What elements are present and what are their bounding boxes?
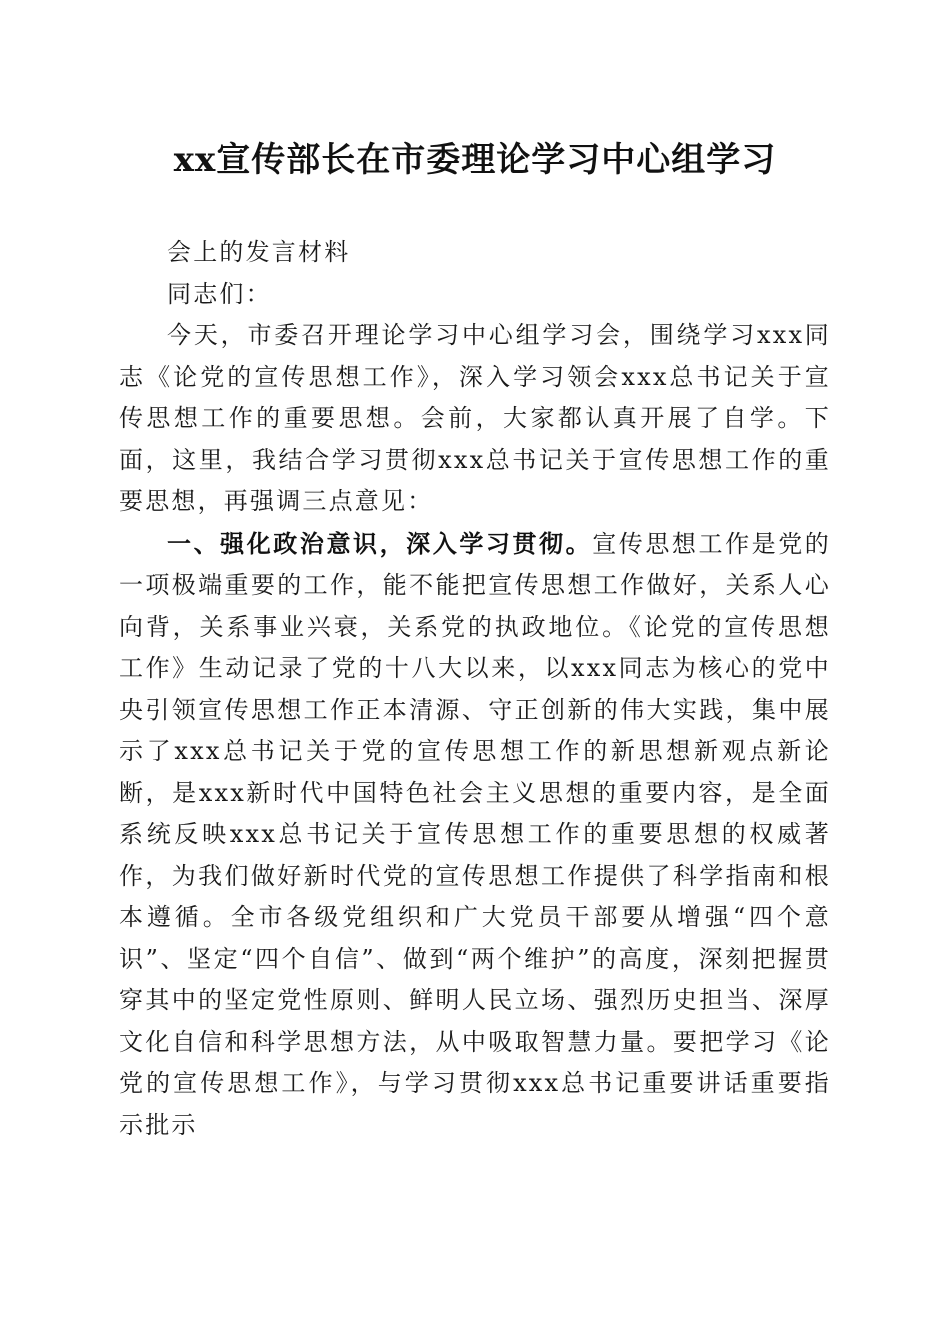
salutation: 同志们： bbox=[167, 279, 272, 308]
paragraph-intro: 今天，市委召开理论学习中心组学习会，围绕学习xxx同志《论党的宣传思想工作》，深入学习领会xxx总书记关于宣传思想工作的重要思想。会前，大家都认真开展了自学。下面，这里，我结合学习贯彻xxx总书记关于宣传思想工作的重要思想，再强调三点意见： bbox=[119, 321, 831, 515]
document-body bbox=[119, 232, 831, 1146]
subtitle-line: 会上的发言材料 bbox=[167, 238, 351, 266]
document-title: xx宣传部长在市委理论学习中心组学习 bbox=[173, 140, 777, 180]
section-1-heading: 一、强化政治意识，深入学习贯彻。 bbox=[167, 528, 593, 558]
section-1-body: 宣传思想工作是党的一项极端重要的工作，能不能把宣传思想工作做好，关系人心向背，关系事业兴衰，关系党的执政地位。《论党的宣传思想工作》生动记录了党的十八大以来，以xxx同志为核心的党中央引领宣传思想工作正本清源、守正创新的伟大实践，集中展示了xxx总书记关于党的宣传思想工作的新思想新观点新论断，是xxx新时代中国特色社会主义思想的重要内容，是全面系统反映xxx总书记关于宣传思想工作的重要思想的权威著作，为我们做好新时代党的宣传思想工作提供了科学指南和根本遵循。全市各级党组织和广大党员干部要从增强“四个意识”、坚定“四个自信”、做到“两个维护”的高度，深刻把握贯穿其中的坚定党性原则、鲜明人民立场、强烈历史担当、深厚文化自信和科学思想方法，从中吸取智慧力量。要把学习《论党的宣传思想工作》，与学习贯彻xxx总书记重要讲话重要指示批示 bbox=[119, 529, 831, 1139]
paragraph-section-1 bbox=[119, 523, 831, 1147]
